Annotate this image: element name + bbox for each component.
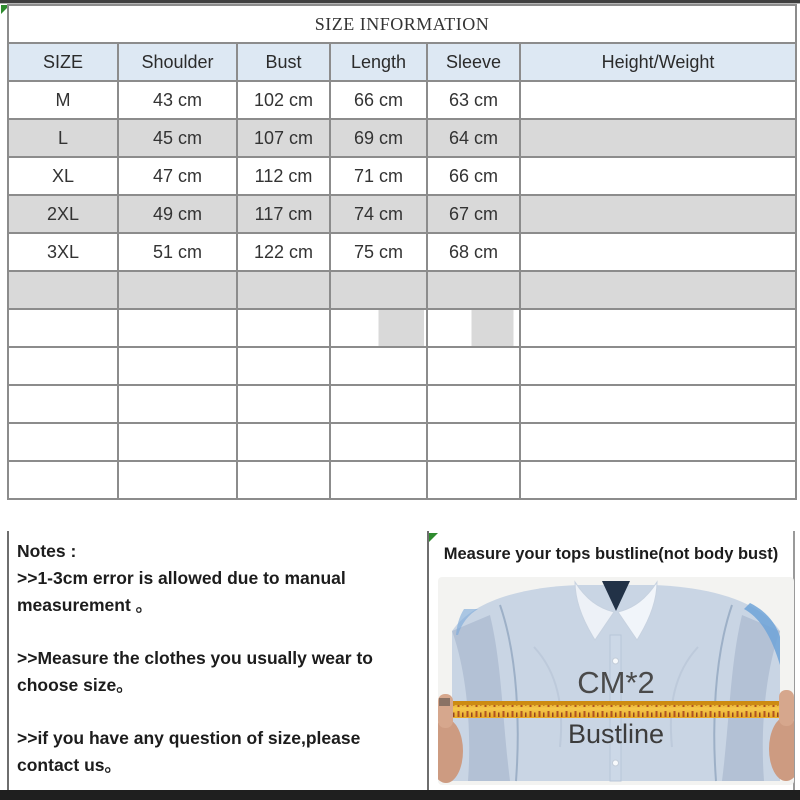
cell: 43 cm xyxy=(118,81,237,119)
note-line: >>1-3cm error is allowed due to manual xyxy=(17,568,346,588)
note-line: >>Measure the clothes you usually wear to xyxy=(17,648,373,668)
partial-gray-cell xyxy=(427,309,520,347)
partial-gray-cell xyxy=(330,309,427,347)
note-line: >>if you have any question of size,please xyxy=(17,728,361,748)
cell: 63 cm xyxy=(427,81,520,119)
cell: M xyxy=(8,81,118,119)
table-row-l xyxy=(8,119,796,157)
shirt-button xyxy=(613,658,619,664)
bottom-section xyxy=(7,531,795,790)
cell: 49 cm xyxy=(118,195,237,233)
bustline-photo xyxy=(438,577,794,785)
cell xyxy=(520,81,796,119)
bustline-label: Bustline xyxy=(567,719,665,749)
cm2-label: CM*2 xyxy=(577,665,655,700)
cell xyxy=(520,195,796,233)
note-line: choose size。 xyxy=(17,675,134,695)
measure-panel xyxy=(429,531,793,790)
measure-caption: Measure your tops bustline(not body bust) xyxy=(443,545,779,563)
header-cell-sleeve: Sleeve xyxy=(427,43,520,81)
notes-heading: Notes : xyxy=(17,541,77,561)
cell: 122 cm xyxy=(237,233,330,271)
table-row-3xl xyxy=(8,233,796,271)
note-line: contact us。 xyxy=(17,755,123,775)
bottom-border-bar xyxy=(0,790,800,800)
table-row-2xl xyxy=(8,195,796,233)
cell: 45 cm xyxy=(118,119,237,157)
cell: 74 cm xyxy=(330,195,427,233)
header-cell-length: Length xyxy=(330,43,427,81)
cell xyxy=(520,157,796,195)
shirt-button xyxy=(613,760,619,766)
note-spacer xyxy=(17,619,421,645)
cell: 69 cm xyxy=(330,119,427,157)
cell: 75 cm xyxy=(330,233,427,271)
empty-row xyxy=(8,461,796,499)
empty-row xyxy=(8,423,796,461)
cell: 64 cm xyxy=(427,119,520,157)
excel-error-triangle-icon xyxy=(429,533,438,542)
table-title: SIZE INFORMATION xyxy=(8,5,796,43)
table-row-m xyxy=(8,81,796,119)
size-table xyxy=(7,4,797,500)
note-line: measurement 。 xyxy=(17,595,154,615)
cell: 51 cm xyxy=(118,233,237,271)
cell: 102 cm xyxy=(237,81,330,119)
measuring-tape-icon xyxy=(440,701,792,718)
header-row xyxy=(8,43,796,81)
cell: 66 cm xyxy=(330,81,427,119)
note-spacer xyxy=(17,699,421,725)
cell: 47 cm xyxy=(118,157,237,195)
cell: XL xyxy=(8,157,118,195)
empty-row xyxy=(8,347,796,385)
empty-row-gray xyxy=(8,271,796,309)
cell: 117 cm xyxy=(237,195,330,233)
header-cell-size: SIZE xyxy=(8,43,118,81)
cell xyxy=(520,119,796,157)
cell: 71 cm xyxy=(330,157,427,195)
cell: 68 cm xyxy=(427,233,520,271)
notes-panel xyxy=(9,531,429,790)
shirt-graphic xyxy=(438,577,794,785)
cell: 112 cm xyxy=(237,157,330,195)
cell: 66 cm xyxy=(427,157,520,195)
header-cell-height-weight: Height/Weight xyxy=(520,43,796,81)
header-cell-shoulder: Shoulder xyxy=(118,43,237,81)
header-cell-bust: Bust xyxy=(237,43,330,81)
cell: L xyxy=(8,119,118,157)
empty-row-partial-gray xyxy=(8,309,796,347)
table-row-xl xyxy=(8,157,796,195)
empty-row xyxy=(8,385,796,423)
cell: 2XL xyxy=(8,195,118,233)
title-row xyxy=(8,5,796,43)
cell: 67 cm xyxy=(427,195,520,233)
cell: 107 cm xyxy=(237,119,330,157)
cell xyxy=(520,233,796,271)
cell: 3XL xyxy=(8,233,118,271)
